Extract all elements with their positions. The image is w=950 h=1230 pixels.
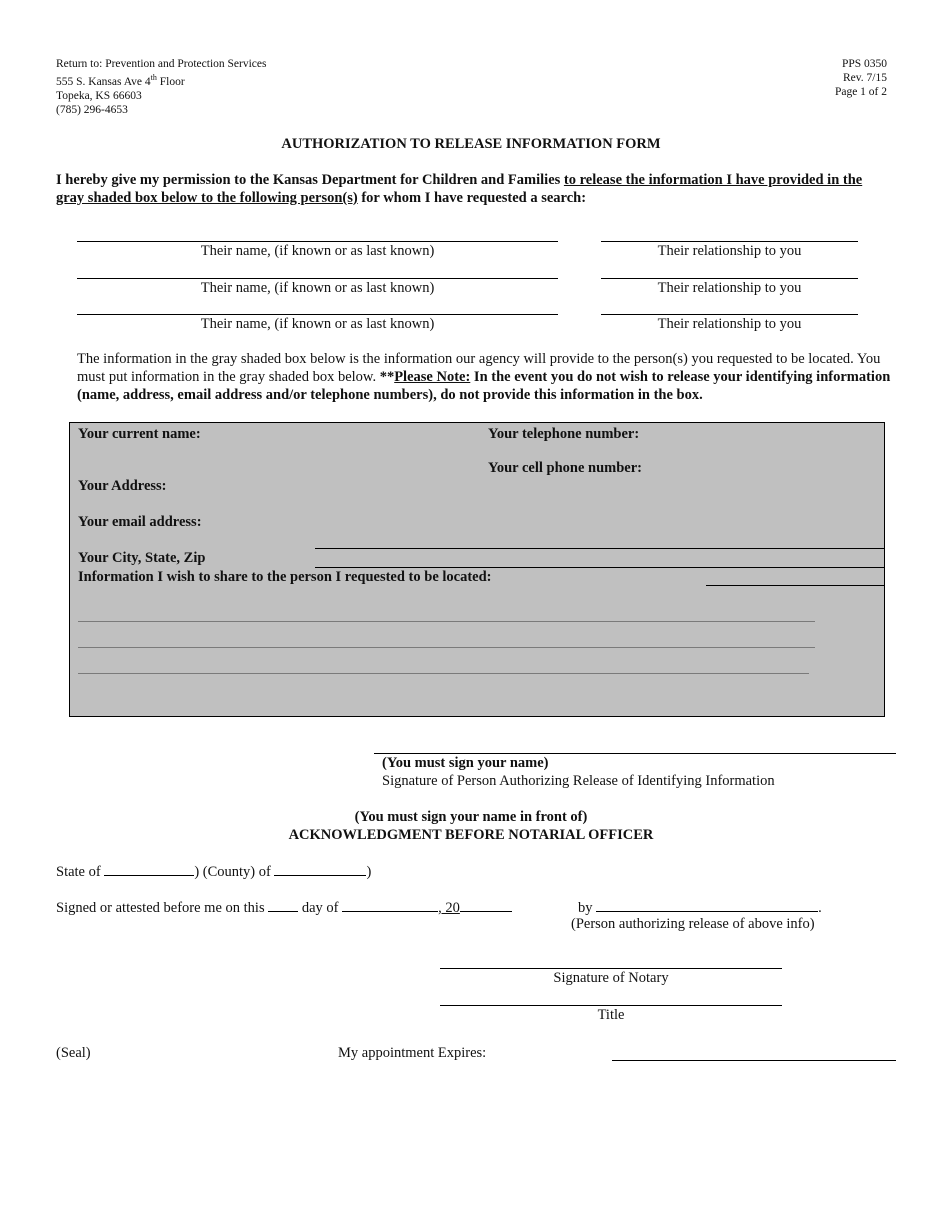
relationship-label: Their relationship to you bbox=[657, 316, 802, 332]
form-title: AUTHORIZATION TO RELEASE INFORMATION FORM bbox=[281, 136, 661, 152]
city-state-zip-label: Your City, State, Zip bbox=[78, 550, 206, 566]
return-to-line: Return to: Prevention and Protection Services bbox=[56, 58, 267, 70]
city-line: Topeka, KS 66603 bbox=[56, 89, 142, 102]
share-info-input-line[interactable] bbox=[706, 585, 885, 586]
share-info-line-1[interactable] bbox=[78, 621, 815, 622]
email-input-line[interactable] bbox=[315, 548, 885, 549]
intro-paragraph: I hereby give my permission to the Kansas Department for Children and Families to release the information I have provided in the gray shaded box below to the following person(s) for whom I have requested a search: bbox=[56, 172, 863, 206]
share-info-line-3[interactable] bbox=[78, 673, 809, 674]
must-sign-label: (You must sign your name) bbox=[382, 755, 549, 771]
address-label: Your Address: bbox=[78, 478, 167, 494]
relationship-label: Their relationship to you bbox=[657, 243, 802, 259]
street-line: 555 S. Kansas Ave 4th Floor bbox=[56, 73, 185, 88]
form-number: PPS 0350 bbox=[841, 58, 887, 70]
revision: Rev. 7/15 bbox=[843, 72, 887, 84]
telephone-label: Your telephone number: bbox=[488, 426, 640, 442]
info-paragraph: The information in the gray shaded box below is the information our agency will provide to the person(s) you requested to be located. You must put information in the gray shaded box below. **Please Note: In the event you do not wish to release your identifying information (name, address, email address and/or telephone numbers), do not provide this information in the box. bbox=[77, 351, 891, 403]
day-input[interactable] bbox=[268, 897, 298, 912]
page-number: Page 1 of 2 bbox=[834, 86, 887, 98]
email-label: Your email address: bbox=[78, 514, 202, 530]
return-address bbox=[56, 57, 266, 117]
form-id-block bbox=[737, 57, 887, 99]
appointment-label: My appointment Expires: bbox=[338, 1045, 487, 1061]
seal-label: (Seal) bbox=[56, 1045, 91, 1061]
by-row: by . bbox=[578, 897, 822, 917]
phone-line: (785) 296-4653 bbox=[56, 103, 128, 116]
year-input[interactable] bbox=[460, 897, 512, 912]
gray-shaded-box bbox=[69, 422, 885, 717]
signature-caption: Signature of Person Authorizing Release of Identifying Information bbox=[382, 773, 775, 789]
state-county-row: State of ) (County) of ) bbox=[56, 861, 371, 881]
month-input[interactable] bbox=[342, 897, 438, 912]
cell-phone-label: Your cell phone number: bbox=[488, 460, 643, 476]
attested-row: Signed or attested before me on this day of , 20 bbox=[56, 897, 512, 917]
notary-title-label: Title bbox=[597, 1007, 625, 1023]
relationship-label: Their relationship to you bbox=[657, 280, 802, 296]
current-name-label: Your current name: bbox=[78, 426, 201, 442]
person-name-label: Their name, (if known or as last known) bbox=[200, 243, 435, 259]
notary-heading-1: (You must sign your name in front of) bbox=[354, 809, 588, 825]
share-info-line-2[interactable] bbox=[78, 647, 815, 648]
person-name-label: Their name, (if known or as last known) bbox=[200, 280, 435, 296]
state-input[interactable] bbox=[104, 861, 194, 876]
notary-signature-label: Signature of Notary bbox=[553, 970, 669, 986]
share-info-label: Information I wish to share to the person I requested to be located: bbox=[78, 569, 492, 585]
county-input[interactable] bbox=[274, 861, 366, 876]
person-caption: (Person authorizing release of above info) bbox=[571, 916, 815, 932]
notary-heading-2: ACKNOWLEDGMENT BEFORE NOTARIAL OFFICER bbox=[288, 827, 654, 843]
authorizing-person-input[interactable] bbox=[596, 897, 818, 912]
appointment-expiry-line[interactable] bbox=[612, 1060, 896, 1061]
person-name-label: Their name, (if known or as last known) bbox=[200, 316, 435, 332]
